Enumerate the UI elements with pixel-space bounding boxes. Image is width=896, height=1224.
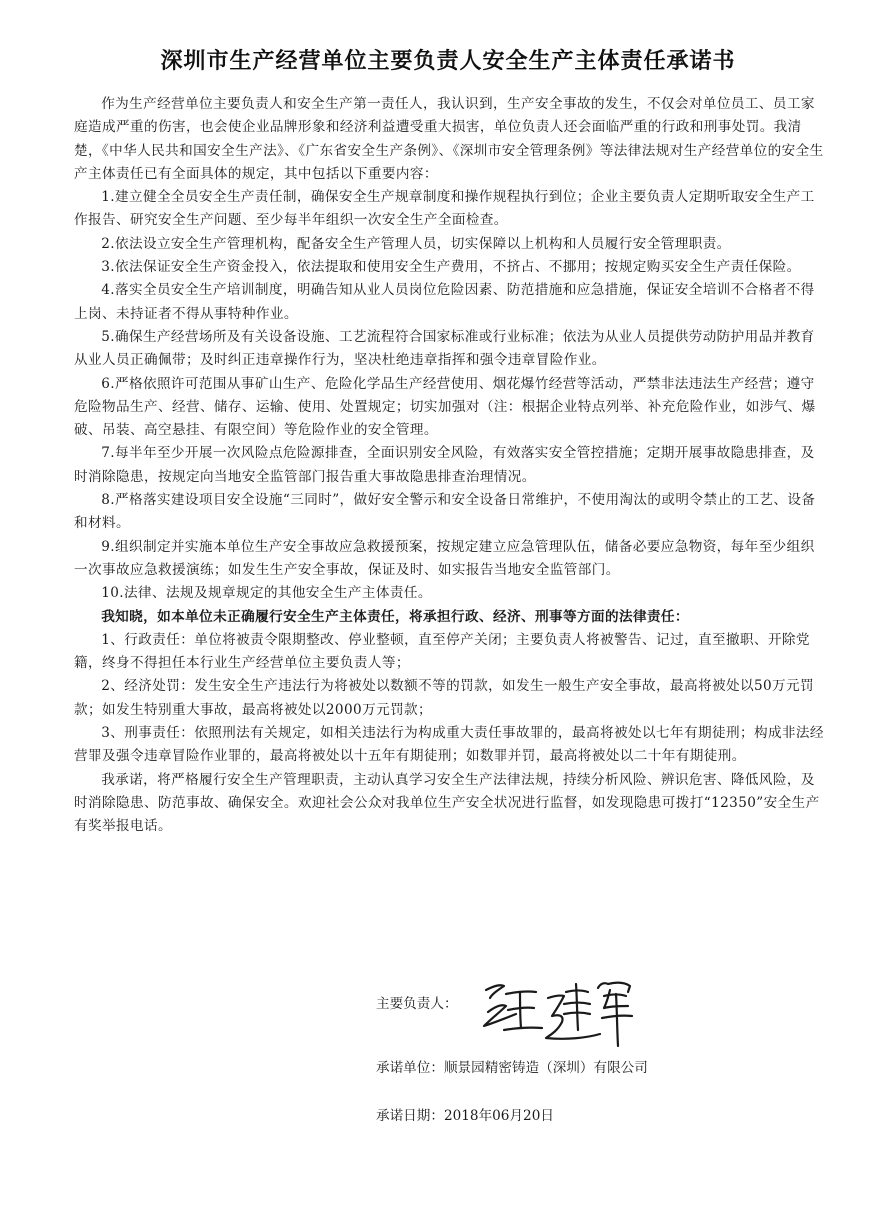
- page-title: 深圳市生产经营单位主要负责人安全生产主体责任承诺书: [160, 49, 736, 74]
- unit-value: 顺景园精密铸造（深圳）有限公司: [443, 1060, 648, 1076]
- commitment-unit: [376, 1056, 648, 1076]
- unit-label: 承诺单位：: [376, 1060, 444, 1076]
- clause-6: 6.严格依照许可范围从事矿山生产、危险化学品生产经营使用、烟花爆竹经营等活动，严禁非法违法生产经营；遵守危险物品生产、经营、储存、运输、使用、处置规定；切实加强对（注：根据企业特点列举、补充危险作业，如涉气、爆破、吊装、高空悬挂、有限空间）等危险作业的安全管理。: [74, 375, 816, 439]
- clause-1: 1.建立健全全员安全生产责任制，确保安全生产规章制度和操作规程执行到位；企业主要负责人定期听取安全生产工作报告、研究安全生产问题、至少每半年组织一次安全生产全面检查。: [74, 189, 815, 229]
- clause-7: 7.每半年至少开展一次风险点危险源排查，全面识别安全风险，有效落实安全管控措施；定期开展事故隐患排查，及时消除隐患，按规定向当地安全监管部门报告重大事故隐患排查治理情况。: [74, 445, 815, 485]
- letter-body: [74, 93, 826, 839]
- liability-administrative: 1、行政责任：单位将被责令限期整改、停业整顿，直至停产关闭；主要负责人将被警告、记过，直至撤职、开除党籍，终身不得担任本行业生产经营单位主要负责人等；: [74, 631, 810, 672]
- handwritten-signature: [476, 972, 636, 1052]
- liability-economic: 2、经济处罚：发生安全生产违法行为将被处以数额不等的罚款，如发生一般生产安全事故，最高将被处以50万元罚款；如发生特别重大事故，最高将被处以2000万元罚款；: [74, 678, 815, 718]
- date-label: 承诺日期：: [376, 1108, 444, 1124]
- intro-paragraph: 作为生产经营单位主要负责人和安全生产第一责任人，我认识到，生产安全事故的发生，不仅会对单位员工、员工家庭造成严重的伤害，也会使企业品牌形象和经济利益遭受重大损害，单位负责人还会面临严重的行政和刑事处罚。我清楚，《中华人民共和国安全生产法》、《广东省安全生产条例》、《深圳市安全管理条例》等法律法规对生产经营单位的安全生产主体责任已有全面具体的规定，其中包括以下重要内容：: [74, 96, 824, 182]
- closing-paragraph: 我承诺，将严格履行安全生产管理职责，主动认真学习安全生产法律法规，持续分析风险、辨识危害、降低风险，及时消除隐患、防范事故、确保安全。欢迎社会公众对我单位生产安全状况进行监督，如发现隐患可拨打“12350”安全生产有奖举报电话。: [74, 771, 820, 835]
- liability-criminal: 3、刑事责任：依照刑法有关规定，如相关违法行为构成重大责任事故罪的，最高将被处以七年有期徒刑；构成非法经营罪及强令违章冒险作业罪的，最高将被处以十五年有期徒刑；如数罪并罚，最高将被处以二十年有期徒刑。: [74, 725, 824, 765]
- clause-10: 10.法律、法规及规章规定的其他安全生产主体责任。: [101, 585, 432, 602]
- clause-5: 5.确保生产经营场所及有关设备设施、工艺流程符合国家标准或行业标准；依法为从业人员提供劳动防护用品并教育从业人员正确佩带；及时纠正违章操作行为，坚决杜绝违章指挥和强令违章冒险作业。: [74, 328, 815, 369]
- commitment-date: [376, 1104, 554, 1124]
- signature-label: 主要负责人：: [376, 996, 458, 1012]
- clause-2: 2.依法设立安全生产管理机构，配备安全生产管理人员，切实保障以上机构和人员履行安全管理职责。: [101, 235, 731, 252]
- clause-4: 4.落实全员安全生产培训制度，明确告知从业人员岗位危险因素、防范措施和应急措施，保证安全培训不合格者不得上岗、未持证者不得从事特种作业。: [74, 282, 815, 322]
- signature-row: [376, 980, 816, 1050]
- clause-9: 9.组织制定并实施本单位生产安全事故应急救援预案，按规定建立应急管理队伍，储备必要应急物资，每年至少组织一次事故应急救援演练；如发生生产安全事故，保证及时、如实报告当地安全监管部门。: [74, 538, 815, 578]
- clause-8: 8.严格落实建设项目安全设施“三同时”，做好安全警示和安全设备日常维护，不使用淘汰的或明令禁止的工艺、设备和材料。: [74, 492, 816, 532]
- liability-statement: 我知晓，如本单位未正确履行安全生产主体责任，将承担行政、经济、刑事等方面的法律责任：: [101, 608, 689, 625]
- clause-3: 3.依法保证安全生产资金投入，依法提取和使用安全生产费用，不挤占、不挪用；按规定购买安全生产责任保险。: [101, 259, 801, 276]
- date-value: 2018年06月20日: [443, 1108, 554, 1124]
